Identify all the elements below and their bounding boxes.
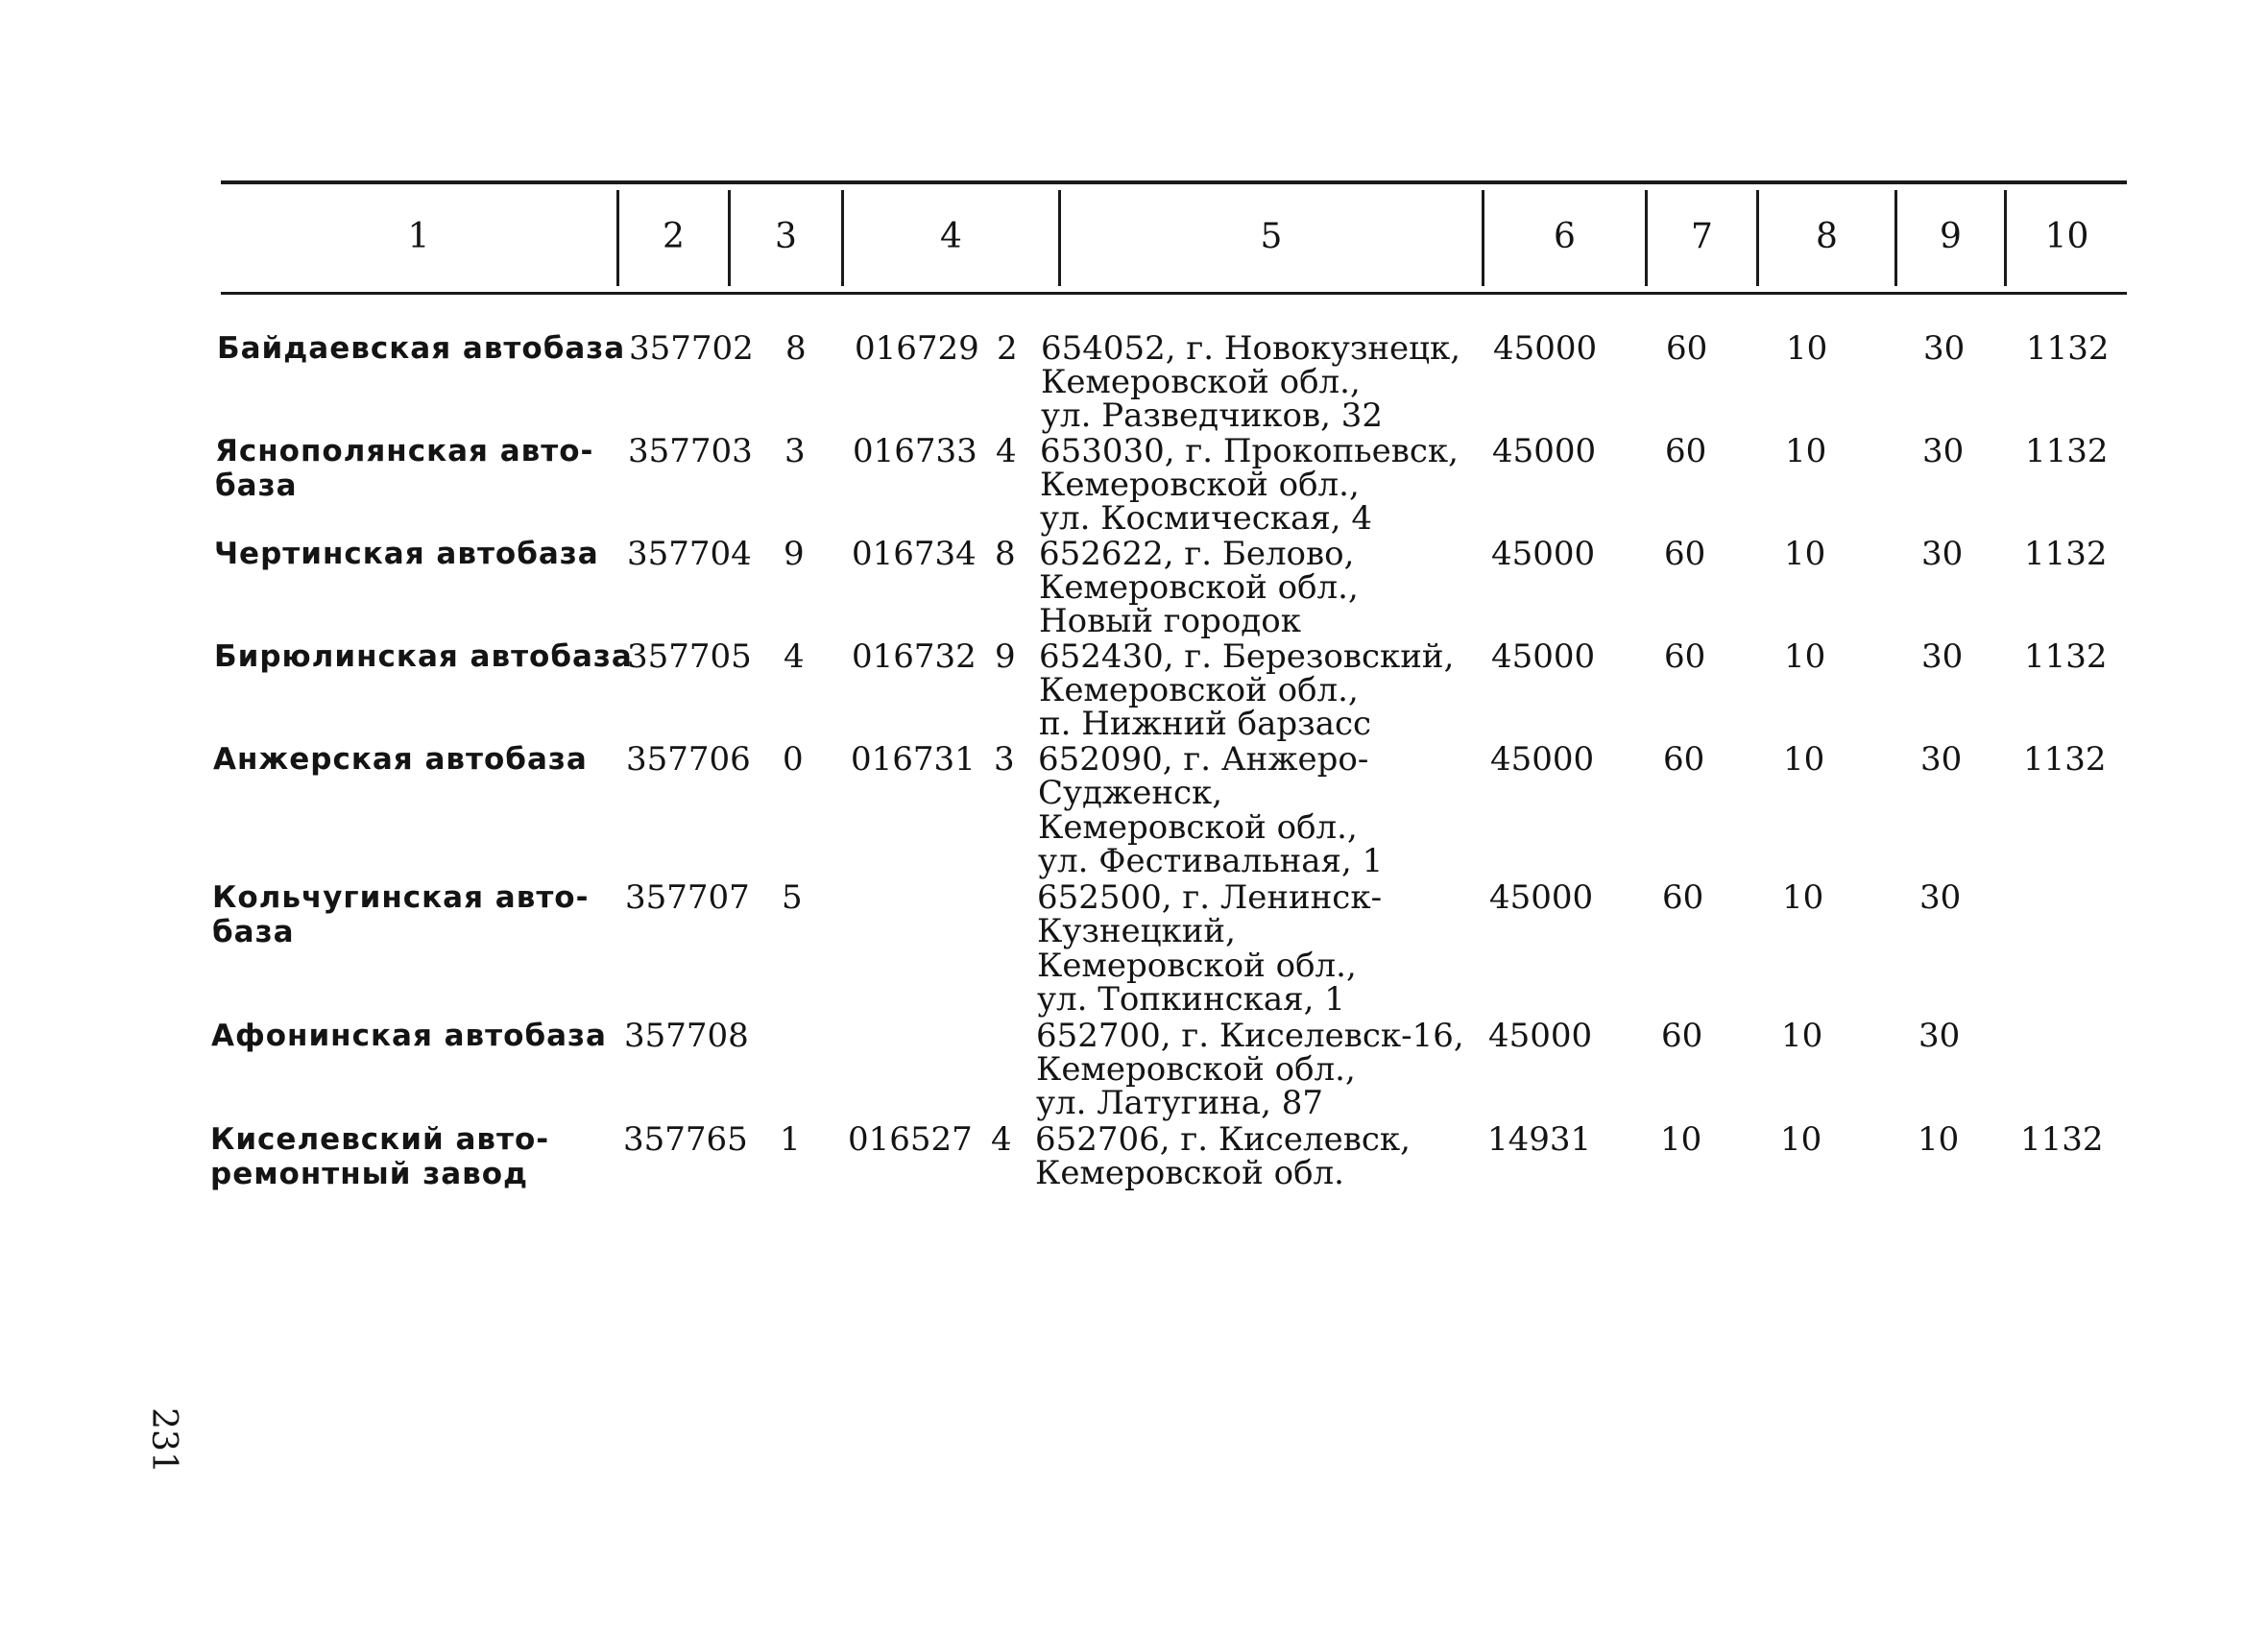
- row-address-line: 652622, г. Белово,: [1039, 535, 1355, 573]
- row-col9: 30: [1919, 878, 1962, 917]
- row-col4-digit: 2: [997, 329, 1018, 368]
- row-col6: 45000: [1493, 329, 1598, 368]
- row-address-line: Кузнецкий,: [1037, 912, 1236, 950]
- row-address-line: Кемеровской обл.,: [1039, 568, 1359, 607]
- row-col4-digit: 8: [995, 535, 1016, 573]
- row-address-line: ул. Фестивальная, 1: [1038, 842, 1384, 880]
- row-col7: 60: [1666, 329, 1708, 368]
- row-name: Яснополянская авто-: [215, 434, 594, 468]
- row-name: Анжерская автобаза: [213, 742, 588, 777]
- row-col8: 10: [1784, 637, 1826, 676]
- row-col9: 30: [1921, 637, 1964, 676]
- row-col10: 1132: [2023, 740, 2107, 779]
- row-col3: 9: [784, 535, 805, 573]
- row-col4-digit: 3: [994, 740, 1015, 779]
- header-col-9: 9: [1940, 217, 1962, 256]
- row-col2: 357703: [628, 432, 753, 470]
- row-col7: 10: [1660, 1120, 1702, 1159]
- row-col6: 45000: [1491, 637, 1596, 676]
- row-address-line: ул. Латугина, 87: [1036, 1084, 1323, 1122]
- row-col3: 1: [780, 1120, 801, 1159]
- row-address-line: п. Нижний барзасс: [1039, 705, 1372, 743]
- row-col6: 45000: [1491, 535, 1596, 573]
- row-address-line: 653030, г. Прокопьевск,: [1040, 432, 1459, 470]
- row-col9: 30: [1920, 740, 1963, 779]
- row-col10: 1132: [2024, 535, 2108, 573]
- row-col8: 10: [1781, 1017, 1823, 1055]
- header-col-4: 4: [940, 217, 962, 256]
- row-col2: 357765: [623, 1120, 748, 1159]
- row-col4-digit: 4: [996, 432, 1017, 470]
- row-col3: 4: [784, 637, 805, 676]
- row-col2: 357702: [629, 329, 754, 368]
- row-col2: 357704: [627, 535, 752, 573]
- row-name: ремонтный завод: [210, 1157, 529, 1191]
- row-col2: 357708: [624, 1017, 749, 1055]
- row-col6: 45000: [1490, 740, 1595, 779]
- header-col-8: 8: [1816, 217, 1838, 256]
- row-col7: 60: [1665, 432, 1707, 470]
- row-col3: 8: [785, 329, 807, 368]
- row-col10: 1132: [2026, 329, 2110, 368]
- row-address-line: 652706, г. Киселевск,: [1035, 1120, 1411, 1159]
- row-address-line: 652430, г. Березовский,: [1039, 637, 1455, 676]
- row-col6: 45000: [1488, 1017, 1593, 1055]
- row-col9: 30: [1922, 432, 1965, 470]
- row-address-line: 652500, г. Ленинск-: [1037, 878, 1383, 917]
- row-col4-code: 016734: [852, 535, 977, 573]
- row-col4-code: 016729: [855, 329, 979, 368]
- row-col10: 1132: [2025, 432, 2109, 470]
- row-col4-code: 016733: [853, 432, 977, 470]
- row-col7: 60: [1662, 878, 1704, 917]
- row-address-line: 654052, г. Новокузнецк,: [1041, 329, 1461, 368]
- row-name: база: [212, 915, 295, 949]
- row-address-line: Кемеровской обл.,: [1038, 808, 1358, 847]
- row-col9: 30: [1921, 535, 1964, 573]
- row-col9: 30: [1923, 329, 1966, 368]
- header-col-3: 3: [775, 217, 797, 256]
- row-name: Бирюлинская автобаза: [214, 639, 633, 674]
- row-col2: 357706: [626, 740, 751, 779]
- row-col10: 1132: [2024, 637, 2108, 676]
- row-col8: 10: [1784, 535, 1826, 573]
- header-col-10: 10: [2044, 217, 2089, 256]
- row-col7: 60: [1664, 535, 1706, 573]
- row-address-line: Судженск,: [1038, 774, 1223, 812]
- row-name: Киселевский авто-: [210, 1122, 550, 1157]
- row-col8: 10: [1780, 1120, 1822, 1159]
- row-address-line: ул. Космическая, 4: [1040, 499, 1373, 538]
- row-address-line: ул. Разведчиков, 32: [1041, 396, 1383, 435]
- row-col9: 10: [1918, 1120, 1960, 1159]
- row-col8: 10: [1786, 329, 1828, 368]
- row-col3: 5: [782, 878, 803, 917]
- row-col9: 30: [1918, 1017, 1961, 1055]
- row-name: Афонинская автобаза: [211, 1019, 607, 1053]
- row-address-line: Кемеровской обл.,: [1039, 671, 1359, 709]
- row-col8: 10: [1782, 878, 1824, 917]
- row-col4-code: 016731: [851, 740, 976, 779]
- row-name: база: [215, 468, 298, 503]
- row-col10: 1132: [2020, 1120, 2104, 1159]
- row-name: Чертинская автобаза: [214, 537, 599, 571]
- row-col3: 3: [784, 432, 806, 470]
- row-address-line: 652090, г. Анжеро-: [1038, 740, 1369, 779]
- row-col3: 0: [783, 740, 804, 779]
- row-address-line: 652700, г. Киселевск-16,: [1036, 1017, 1464, 1055]
- row-col4-digit: 9: [995, 637, 1016, 676]
- page-number: 231: [143, 1407, 183, 1474]
- row-col2: 357707: [625, 878, 750, 917]
- row-col7: 60: [1661, 1017, 1703, 1055]
- row-address-line: Кемеровской обл.,: [1041, 363, 1361, 401]
- table-header-bottom-rule: [221, 292, 2127, 295]
- row-name: Байдаевская автобаза: [217, 331, 626, 366]
- row-col6: 14931: [1487, 1120, 1592, 1159]
- row-col4-code: 016527: [848, 1120, 973, 1159]
- row-col2: 357705: [627, 637, 752, 676]
- row-address-line: Новый городок: [1039, 602, 1301, 640]
- row-address-line: Кемеровской обл.: [1035, 1154, 1344, 1192]
- row-name: Кольчугинская авто-: [212, 880, 590, 915]
- row-col7: 60: [1664, 637, 1706, 676]
- header-col-1: 1: [407, 217, 430, 256]
- row-col4-code: 016732: [852, 637, 977, 676]
- header-col-2: 2: [663, 217, 685, 256]
- row-col8: 10: [1783, 740, 1825, 779]
- row-col6: 45000: [1492, 432, 1597, 470]
- row-address-line: Кемеровской обл.,: [1037, 947, 1357, 985]
- row-address-line: Кемеровской обл.,: [1040, 466, 1360, 504]
- header-col-5: 5: [1260, 217, 1283, 256]
- header-col-7: 7: [1691, 217, 1713, 256]
- row-col6: 45000: [1489, 878, 1594, 917]
- row-col8: 10: [1785, 432, 1827, 470]
- row-col7: 60: [1663, 740, 1705, 779]
- table-header-top-rule: [221, 180, 2127, 184]
- row-address-line: Кемеровской обл.,: [1036, 1050, 1356, 1089]
- header-col-6: 6: [1554, 217, 1576, 256]
- row-col4-digit: 4: [991, 1120, 1012, 1159]
- row-address-line: ул. Топкинская, 1: [1037, 980, 1345, 1019]
